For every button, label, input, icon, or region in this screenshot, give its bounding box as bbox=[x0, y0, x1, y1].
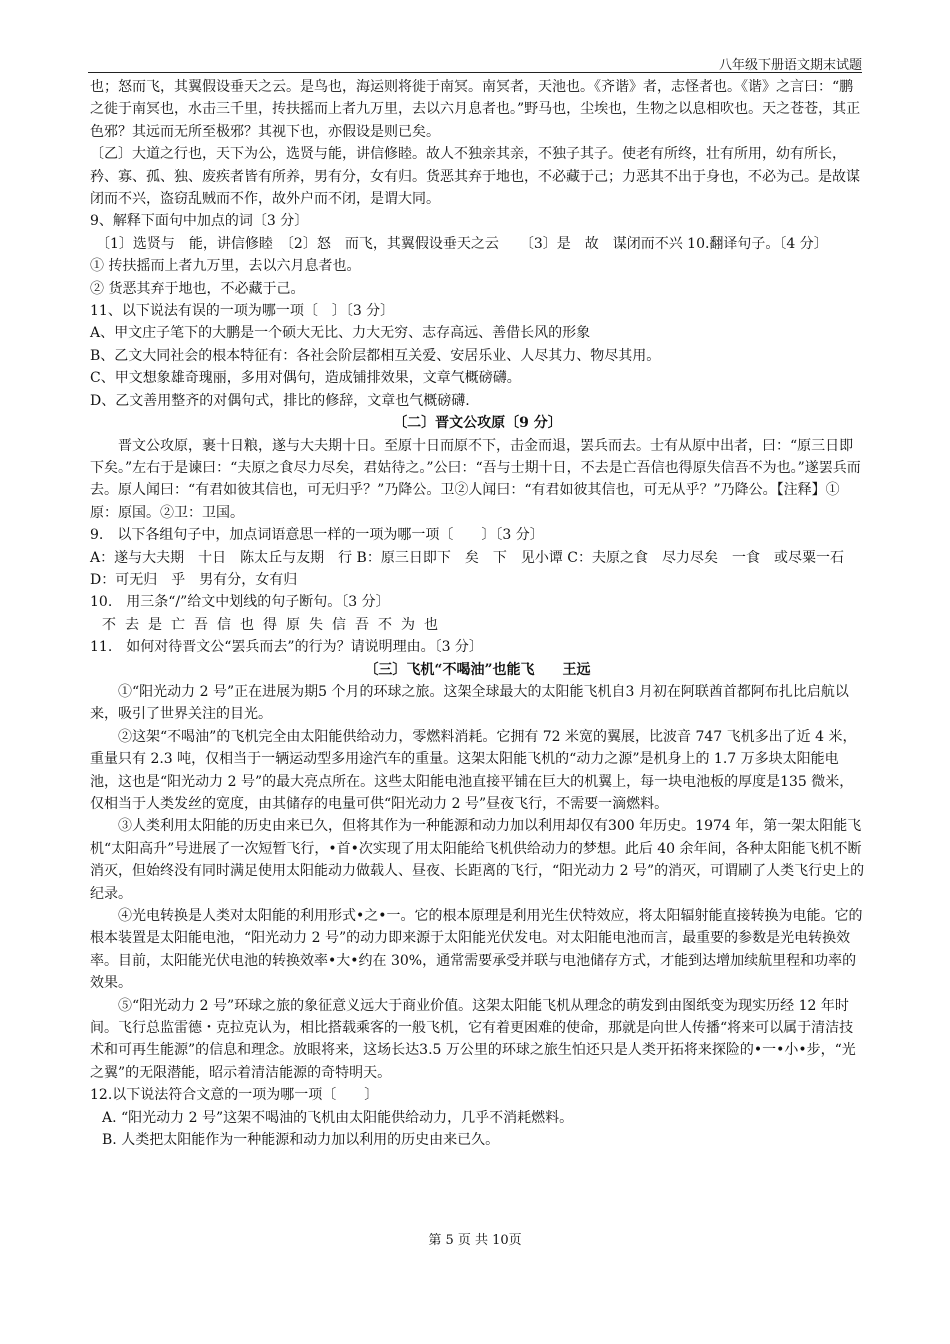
section-2-title: 〔二〕晋文公攻原〔9 分〕 bbox=[393, 415, 562, 432]
section-3-para-2: ②这架“不喝油”的飞机完全由太阳能供给动力，零燃料消耗。它拥有 72 米宽的翼展，比波音 747 飞机多出了近 4 米，重量只有 2.3 吨，仅相当于一辆运动型多用途汽车的重量。这架太阳能飞机的“动力之源”是机身上的 1.7 万多块太阳能电池，这也是“阳光动力 2 号”的最大亮点所在。这些太阳能电池直接平铺在巨大的机翼上，每一块电池板的厚度是135 微米，仅相当于人类发丝的宽度，由其储存的电量可供“阳光动力 2 号”昼夜飞行，不需要一滴燃料。 bbox=[90, 728, 857, 812]
page-number: 第 5 页 共 10页 bbox=[428, 1233, 522, 1248]
option-b: B、乙文大同社会的根本特征有：各社会阶层都相互关爱、安居乐业、人尽其力、物尽其用。 bbox=[90, 347, 661, 364]
section-2-q9-options: A：遂与大夫期 十日 陈太丘与友期 行 B：原三日即下 矣 下 见小谭 C：夫原之食 尽力尽矣 一食 或尽粟一石 D：可无归 乎 男有分，女有归 bbox=[90, 549, 845, 588]
question-9-items: 〔1〕选贤与 能，讲信修睦 〔2〕怒 而飞，其翼假设垂天之云 〔3〕是 故 谋闭而不兴 10.翻译句子。〔4 分〕 bbox=[96, 235, 828, 252]
section-3-title: 〔三〕飞机“不喝油”也能飞 王远 bbox=[364, 661, 591, 678]
section-2-q11: 11. 如何对待晋文公“罢兵而去”的行为？请说明理由。〔3 分〕 bbox=[90, 639, 483, 656]
section-3-para-5: ⑤“阳光动力 2 号”环球之旅的象征意义远大于商业价值。这架太阳能飞机从理念的萌发到由图纸变为现实历经 12 年时间。飞行总监雷德・克拉克认为，相比搭载乘客的一般飞机，它有着更困难的使命，那就是向世人传播“将来可以属于清洁技术和可再生能源”的信息和理念。放眼将来，这场长达3.5 万公里的环球之旅生怕还只是人类开拓将来探险的•一•小•步，“光之翼”的无限潜能，昭示着清洁能源的奇特明天。 bbox=[90, 997, 856, 1081]
question-9: 9、解释下面句中加点的词〔3 分〕 bbox=[90, 213, 309, 230]
section-3-para-1: ①“阳光动力 2 号”正在进展为期5 个月的环球之旅。这架全球最大的太阳能飞机自3 月初在阿联酋首都阿布扎比启航以来，吸引了世界关注的目光。 bbox=[90, 683, 849, 723]
section-3-q12-option-b: B. 人类把太阳能作为一种能源和动力加以利用的历史由来已久。 bbox=[102, 1132, 500, 1149]
translate-2: ② 货恶其弃于地也，不必藏于己。 bbox=[90, 280, 305, 297]
section-3-q12-option-a: A. “阳光动力 2 号”这架不喝油的飞机由太阳能供给动力，几乎不消耗燃料。 bbox=[102, 1109, 574, 1126]
option-a: A、甲文庄子笔下的大鹏是一个硕大无比、力大无穷、志存高远、善借长风的形象 bbox=[90, 325, 591, 342]
section-2-q10-sentence: 不去是亡吾信也得原失信吾不为也 bbox=[102, 616, 447, 633]
question-11: 11、以下说法有误的一项为哪一项〔 〕〔3 分〕 bbox=[90, 303, 395, 320]
header-rule bbox=[88, 72, 862, 73]
option-d: D、乙文善用整齐的对偶句式，排比的修辞，文章也气概磅礴. bbox=[90, 392, 470, 409]
page-header: 八年级下册语文期末试题 bbox=[718, 58, 862, 73]
section-3-q12: 12.以下说法符合文意的一项为哪一项〔 〕 bbox=[90, 1087, 379, 1104]
section-2-passage: 晋文公攻原，裹十日粮，遂与大夫期十日。至原十日而原不下，击金而退，罢兵而去。士有从原中出者，曰：“原三日即下矣。”左右于是谏曰：“夫原之食尽力尽矣，君姑待之。”公曰：“吾与士期十日，不去是亡吾信也得原失信吾不为也。”遂罢兵而去。原人闻曰：“有君如彼其信也，可无归乎？”乃降公。卫②人闻曰：“有君如彼其信也，可无从乎？”乃降公。【注释】①原：原国。②卫：卫国。 bbox=[90, 437, 861, 521]
option-c: C、甲文想象雄奇瑰丽，多用对偶句，造成铺排效果，文章气概磅礴。 bbox=[90, 370, 521, 387]
translate-1: ① 抟扶摇而上者九万里，去以六月息者也。 bbox=[90, 258, 361, 275]
section-3-para-3: ③人类利用太阳能的历史由来已久，但将其作为一种能源和动力加以利用却仅有300 年历史。1974 年，第一架太阳能飞机“太阳高升”号进展了一次短暂飞行，•首•次实现了用太阳能给飞机供给动力的梦想。此后 40 余年间，各种太阳能飞机不断消灭，但始终没有同时满足使用太阳能动力做载人、昼夜、长距离的飞行，“阳光动力 2 号”的消灭，可谓刷了人类飞行史上的纪录。 bbox=[90, 818, 865, 902]
section-3-para-4: ④光电转换是人类对太阳能的利用形式•之•一。它的根本原理是利用光生伏特效应，将太阳辐射能直接转换为电能。它的根本装置是太阳能电池，“阳光动力 2 号”的动力即来源于太阳能光伏发电。对太阳能电池而言，最重要的参数是光电转换效率。目前，太阳能光伏电池的转换效率•大•约在 30%，通常需要承受并联与电池储存方式，才能到达增加续航里程和功率的效果。 bbox=[90, 908, 863, 992]
page-body bbox=[90, 76, 865, 1152]
passage-yi: 〔乙〕大道之行也，天下为公，选贤与能，讲信修睦。故人不独亲其亲，不独子其子。使老有所终，壮有所用，幼有所长，矜、寡、孤、独、废疾者皆有所养，男有分，女有归。货恶其弃于地也，不必藏于己；力恶其不出于身也，不必为己。是故谋闭而不兴，盗窃乱贼而不作，故外户而不闭，是谓大同。 bbox=[90, 146, 860, 208]
section-2-q9: 9. 以下各组句子中，加点词语意思一样的一项为哪一项〔 〕〔3 分〕 bbox=[90, 527, 544, 544]
section-2-q10: 10. 用三条“/”给文中划线的句子断句。〔3 分〕 bbox=[90, 594, 390, 611]
passage-jia-end: 也；怒而飞，其翼假设垂天之云。是鸟也，海运则将徙于南冥。南冥者，天池也。《齐谐》者，志怪者也。《谐》之言曰：“鹏之徙于南冥也，水击三千里，抟扶摇而上者九万里，去以六月息者也。”野马也，尘埃也，生物之以息相吹也。天之苍苍，其正色邪？其远而无所至极邪？其视下也，亦假设是则已矣。 bbox=[90, 79, 861, 140]
